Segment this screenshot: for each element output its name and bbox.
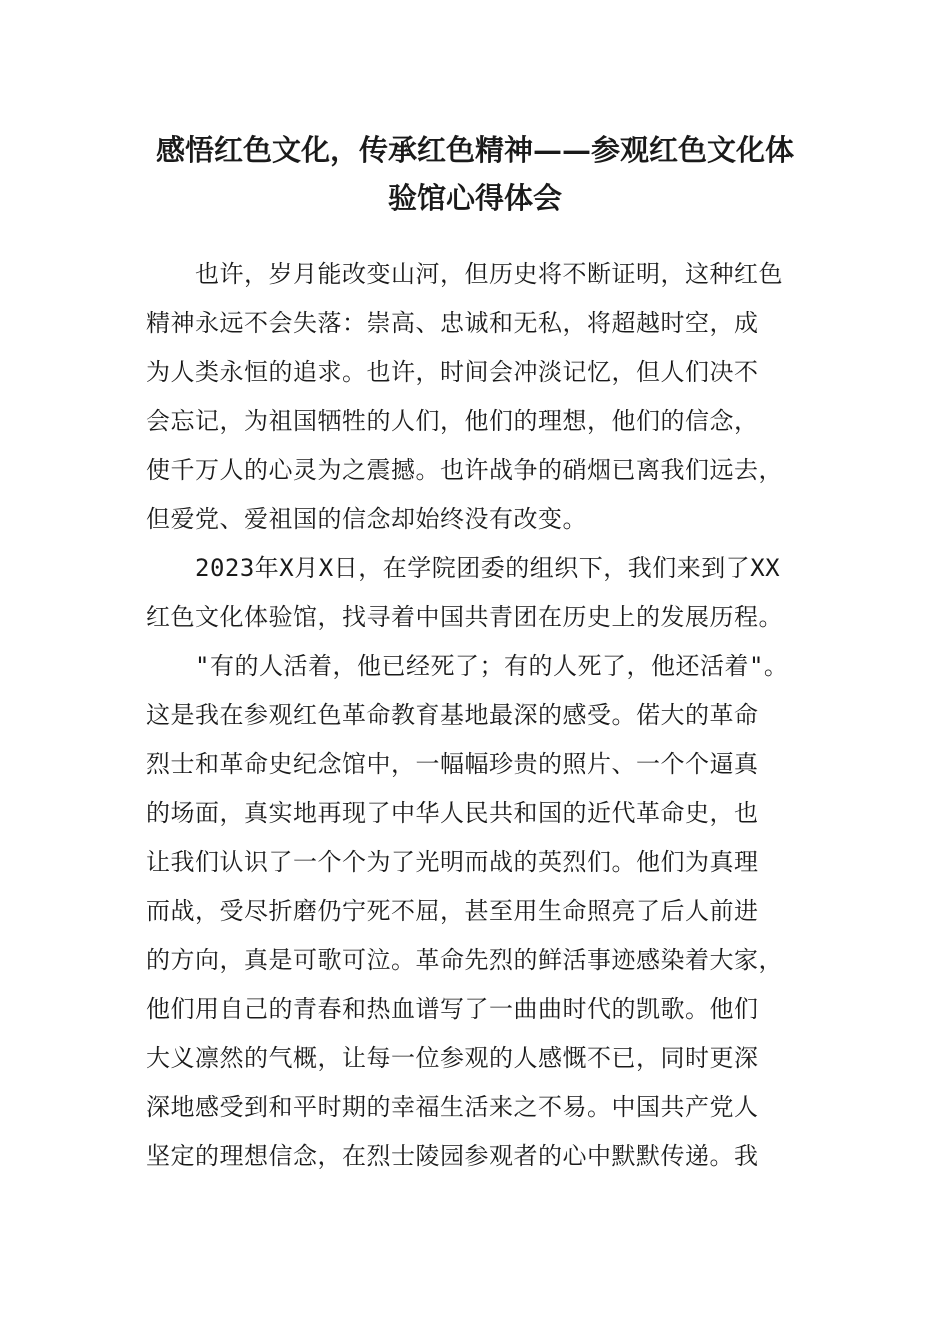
text-line: 精神永远不会失落：崇高、忠诚和无私，将超越时空，成 [146,309,759,337]
text-line: 深地感受到和平时期的幸福生活来之不易。中国共产党人 [146,1093,759,1121]
title-line-1: 感悟红色文化，传承红色精神——参观红色文化体 [155,133,794,167]
document-body [146,250,810,1181]
title-line-2: 验馆心得体会 [387,181,562,215]
text-line: 而战，受尽折磨仍宁死不屈，甚至用生命照亮了后人前进 [146,897,759,925]
text-line: 烈士和革命史纪念馆中，一幅幅珍贵的照片、一个个逼真 [146,750,759,778]
text-line: 也许，岁月能改变山河，但历史将不断证明，这种红色 [146,260,783,288]
text-line: 的场面，真实地再现了中华人民共和国的近代革命史，也 [146,799,759,827]
text-line: 让我们认识了一个个为了光明而战的英烈们。他们为真理 [146,848,759,876]
document-title [140,126,810,222]
text-line: 会忘记，为祖国牺牲的人们，他们的理想，他们的信念， [146,407,759,435]
text-line: 红色文化体验馆，找寻着中国共青团在历史上的发展历程。 [146,603,783,631]
text-line: 使千万人的心灵为之震撼。也许战争的硝烟已离我们远去， [146,456,783,484]
text-line: "有的人活着，他已经死了；有的人死了，他还活着"。 [146,652,789,680]
text-line: 为人类永恒的追求。也许，时间会冲淡记忆，但人们决不 [146,358,759,386]
text-line: 这是我在参观红色革命教育基地最深的感受。偌大的革命 [146,701,759,729]
text-line: 但爱党、爱祖国的信念却始终没有改变。 [146,505,587,533]
text-line: 大义凛然的气概，让每一位参观的人感慨不已，同时更深 [146,1044,759,1072]
text-line: 他们用自己的青春和热血谱写了一曲曲时代的凯歌。他们 [146,995,759,1023]
text-line: 坚定的理想信念，在烈士陵园参观者的心中默默传递。我 [146,1142,759,1170]
text-line: 的方向，真是可歌可泣。革命先烈的鲜活事迹感染着大家， [146,946,783,974]
text-line: 2023年X月X日，在学院团委的组织下，我们来到了XX [146,554,781,582]
